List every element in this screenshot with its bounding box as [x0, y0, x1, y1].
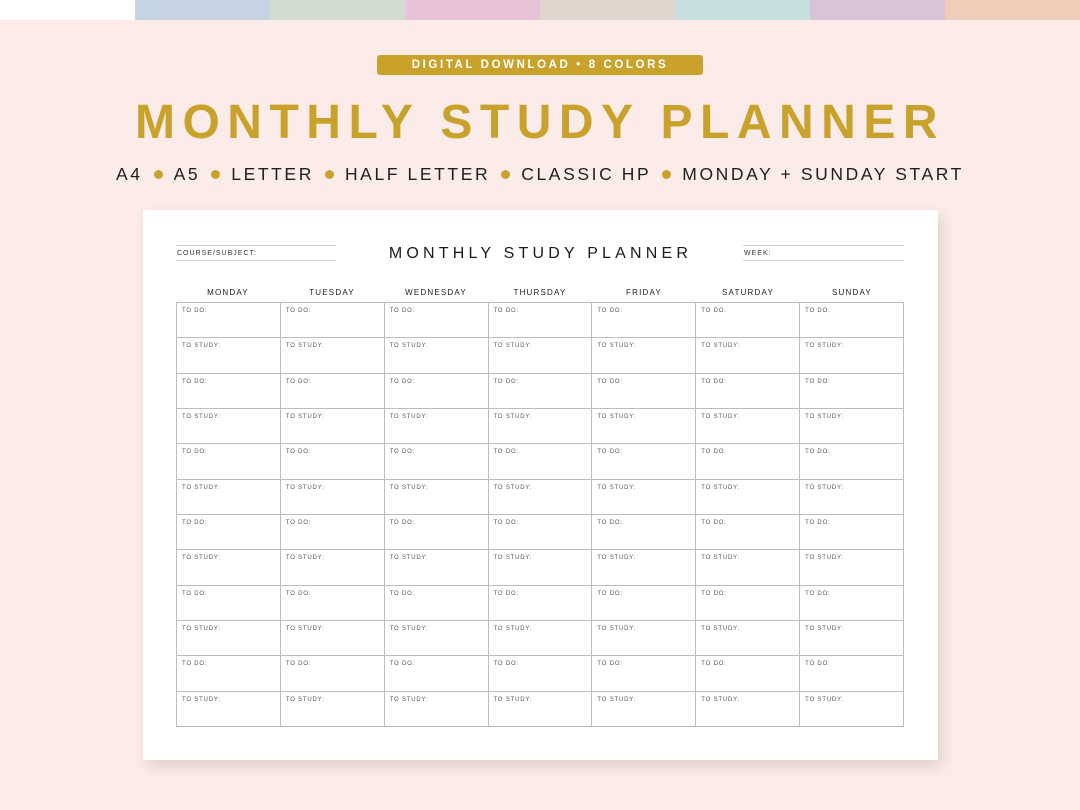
planner-cell: TO STUDY:: [177, 480, 281, 515]
planner-cell: TO STUDY:: [281, 621, 385, 656]
planner-cell: TO DO:: [177, 586, 281, 621]
planner-cell: TO DO:: [385, 444, 489, 479]
planner-cell: TO STUDY:: [177, 550, 281, 585]
planner-cell: TO DO:: [385, 515, 489, 550]
planner-cell: TO DO:: [489, 586, 593, 621]
planner-cell: TO STUDY:: [385, 550, 489, 585]
planner-cell: TO STUDY:: [696, 409, 800, 444]
planner-cell: TO STUDY:: [696, 621, 800, 656]
format-item: MONDAY + SUNDAY START: [682, 164, 964, 184]
planner-cell: TO DO:: [177, 444, 281, 479]
planner-cell: TO DO:: [281, 444, 385, 479]
planner-cell: TO DO:: [696, 656, 800, 691]
color-swatch: [0, 0, 135, 20]
planner-cell: TO STUDY:: [696, 480, 800, 515]
planner-cell: TO DO:: [592, 303, 696, 338]
format-list: [0, 164, 1080, 185]
color-swatch: [945, 0, 1080, 20]
course-subject-field: [176, 245, 336, 261]
planner-cell: TO STUDY:: [489, 692, 593, 727]
day-header-sunday: SUNDAY: [832, 288, 872, 297]
planner-cell: TO DO:: [281, 374, 385, 409]
planner-cell: TO DO:: [177, 515, 281, 550]
planner-cell: TO STUDY:: [592, 480, 696, 515]
day-header-thursday: THURSDAY: [513, 288, 567, 297]
planner-cell: TO STUDY:: [177, 409, 281, 444]
color-swatch: [675, 0, 810, 20]
planner-cell: TO DO:: [800, 656, 904, 691]
bullet-dot: [211, 170, 220, 179]
planner-cell: TO DO:: [800, 374, 904, 409]
planner-cell: TO DO:: [177, 374, 281, 409]
planner-cell: TO DO:: [592, 515, 696, 550]
planner-cell: TO STUDY:: [800, 621, 904, 656]
planner-cell: TO DO:: [800, 444, 904, 479]
planner-cell: TO DO:: [592, 444, 696, 479]
planner-cell: TO DO:: [696, 303, 800, 338]
format-item: A4: [116, 164, 143, 184]
product-title: MONTHLY STUDY PLANNER: [134, 96, 946, 149]
week-label: WEEK:: [744, 249, 772, 257]
planner-cell: TO STUDY:: [489, 480, 593, 515]
planner-cell: TO STUDY:: [281, 338, 385, 373]
planner-cell: TO STUDY:: [592, 550, 696, 585]
bullet-dot: [501, 170, 510, 179]
planner-cell: TO STUDY:: [281, 550, 385, 585]
planner-cell: TO DO:: [385, 656, 489, 691]
planner-cell: TO STUDY:: [696, 550, 800, 585]
planner-grid: [176, 302, 904, 727]
format-item: A5: [173, 164, 201, 184]
planner-cell: TO STUDY:: [385, 480, 489, 515]
planner-cell: TO DO:: [281, 586, 385, 621]
planner-cell: TO STUDY:: [489, 621, 593, 656]
planner-cell: TO DO:: [489, 303, 593, 338]
planner-cell: TO DO:: [281, 515, 385, 550]
planner-cell: TO STUDY:: [592, 621, 696, 656]
planner-cell: TO STUDY:: [385, 692, 489, 727]
planner-cell: TO DO:: [800, 586, 904, 621]
planner-cell: TO DO:: [800, 303, 904, 338]
planner-cell: TO DO:: [385, 586, 489, 621]
color-swatch: [540, 0, 675, 20]
planner-cell: TO STUDY:: [592, 409, 696, 444]
planner-cell: TO DO:: [489, 374, 593, 409]
planner-cell: TO STUDY:: [800, 692, 904, 727]
planner-cell: TO STUDY:: [177, 692, 281, 727]
format-item: CLASSIC HP: [521, 164, 652, 184]
day-header-tuesday: TUESDAY: [309, 288, 355, 297]
bullet-dot: [325, 170, 334, 179]
planner-cell: TO STUDY:: [489, 338, 593, 373]
color-swatch: [405, 0, 540, 20]
planner-sheet: [143, 210, 938, 760]
planner-cell: TO STUDY:: [592, 338, 696, 373]
planner-cell: TO STUDY:: [696, 338, 800, 373]
planner-cell: TO DO:: [489, 515, 593, 550]
planner-cell: TO STUDY:: [800, 338, 904, 373]
planner-cell: TO DO:: [177, 303, 281, 338]
week-field: [743, 245, 904, 261]
planner-cell: TO DO:: [489, 656, 593, 691]
bullet-dot: [662, 170, 671, 179]
planner-cell: TO DO:: [696, 586, 800, 621]
planner-cell: TO DO:: [281, 656, 385, 691]
day-header-saturday: SATURDAY: [722, 288, 774, 297]
color-swatch: [810, 0, 945, 20]
planner-cell: TO DO:: [696, 444, 800, 479]
planner-cell: TO STUDY:: [281, 409, 385, 444]
planner-cell: TO STUDY:: [385, 338, 489, 373]
planner-cell: TO STUDY:: [800, 409, 904, 444]
planner-cell: TO DO:: [281, 303, 385, 338]
planner-cell: TO STUDY:: [592, 692, 696, 727]
planner-cell: TO DO:: [696, 515, 800, 550]
planner-cell: TO DO:: [696, 374, 800, 409]
planner-cell: TO DO:: [592, 656, 696, 691]
planner-cell: TO STUDY:: [177, 338, 281, 373]
day-header-friday: FRIDAY: [626, 288, 662, 297]
planner-cell: TO STUDY:: [800, 550, 904, 585]
planner-cell: TO STUDY:: [385, 409, 489, 444]
day-header-wednesday: WEDNESDAY: [405, 288, 467, 297]
digital-download-badge: DIGITAL DOWNLOAD • 8 COLORS: [377, 55, 703, 75]
color-swatch-bar: [0, 0, 1080, 20]
planner-cell: TO DO:: [592, 586, 696, 621]
planner-cell: TO STUDY:: [177, 621, 281, 656]
planner-cell: TO STUDY:: [385, 621, 489, 656]
planner-cell: TO STUDY:: [489, 550, 593, 585]
planner-cell: TO DO:: [177, 656, 281, 691]
planner-cell: TO DO:: [592, 374, 696, 409]
course-subject-label: COURSE/SUBJECT:: [177, 249, 257, 257]
color-swatch: [270, 0, 405, 20]
day-header-monday: MONDAY: [207, 288, 249, 297]
bullet-dot: [154, 170, 163, 179]
planner-cell: TO STUDY:: [696, 692, 800, 727]
planner-cell: TO STUDY:: [800, 480, 904, 515]
planner-cell: TO STUDY:: [281, 692, 385, 727]
format-item: LETTER: [231, 164, 314, 184]
color-swatch: [135, 0, 270, 20]
planner-cell: TO STUDY:: [281, 480, 385, 515]
planner-cell: TO STUDY:: [489, 409, 593, 444]
planner-cell: TO DO:: [800, 515, 904, 550]
planner-cell: TO DO:: [385, 374, 489, 409]
planner-cell: TO DO:: [489, 444, 593, 479]
planner-cell: TO DO:: [385, 303, 489, 338]
sheet-title: MONTHLY STUDY PLANNER: [388, 245, 693, 262]
format-item: HALF LETTER: [344, 164, 491, 184]
